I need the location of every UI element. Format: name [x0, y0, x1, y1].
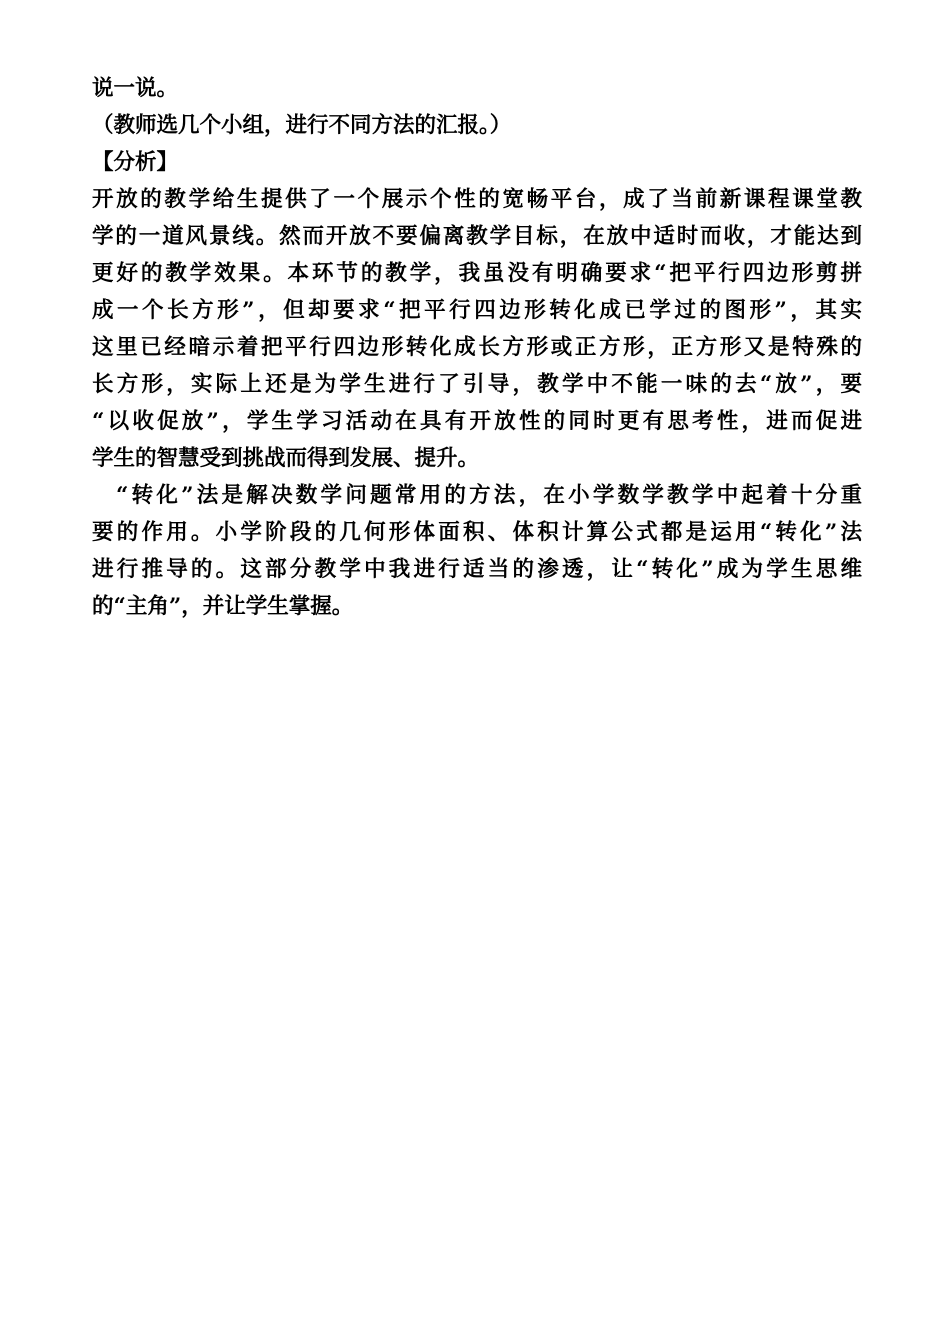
paragraph-line: 进行推导的。这部分教学中我进行适当的渗透，让“转化”成为学生思维 [92, 557, 862, 582]
text-line: （教师选几个小组，进行不同方法的汇报。） [92, 113, 512, 138]
text-line: 说一说。 [92, 76, 179, 101]
paragraph-line: 学生的智慧受到挑战而得到发展、提升。 [92, 446, 480, 471]
paragraph-line: 要的作用。小学阶段的几何形体面积、体积计算公式都是运用“转化”法 [92, 520, 862, 545]
paragraph-line: “以收促放”，学生学习活动在具有开放性的同时更有思考性，进而促进 [92, 409, 862, 434]
paragraph-line: 更好的教学效果。本环节的教学，我虽没有明确要求“把平行四边形剪拼 [92, 261, 862, 286]
analysis-paragraph [92, 181, 862, 477]
paragraph-line: 长方形，实际上还是为学生进行了引导，教学中不能一味的去“放”，要 [92, 372, 862, 397]
paragraph-line: 这里已经暗示着把平行四边形转化成长方形或正方形，正方形又是特殊的 [92, 335, 862, 360]
paragraph-line: 的“主角”，并让学生掌握。 [92, 594, 354, 619]
paragraph-line: 学的一道风景线。然而开放不要偏离教学目标，在放中适时而收，才能达到 [92, 224, 862, 249]
section-heading: 【分析】 [92, 150, 179, 175]
paragraph-line: 开放的教学给生提供了一个展示个性的宽畅平台，成了当前新课程课堂教 [92, 187, 862, 212]
document-page [92, 70, 862, 625]
paragraph-line: “转化”法是解决数学问题常用的方法，在小学数学教学中起着十分重 [116, 483, 862, 508]
conversion-paragraph [92, 477, 862, 625]
paragraph-line: 成一个长方形”，但却要求“把平行四边形转化成已学过的图形”，其实 [92, 298, 862, 323]
